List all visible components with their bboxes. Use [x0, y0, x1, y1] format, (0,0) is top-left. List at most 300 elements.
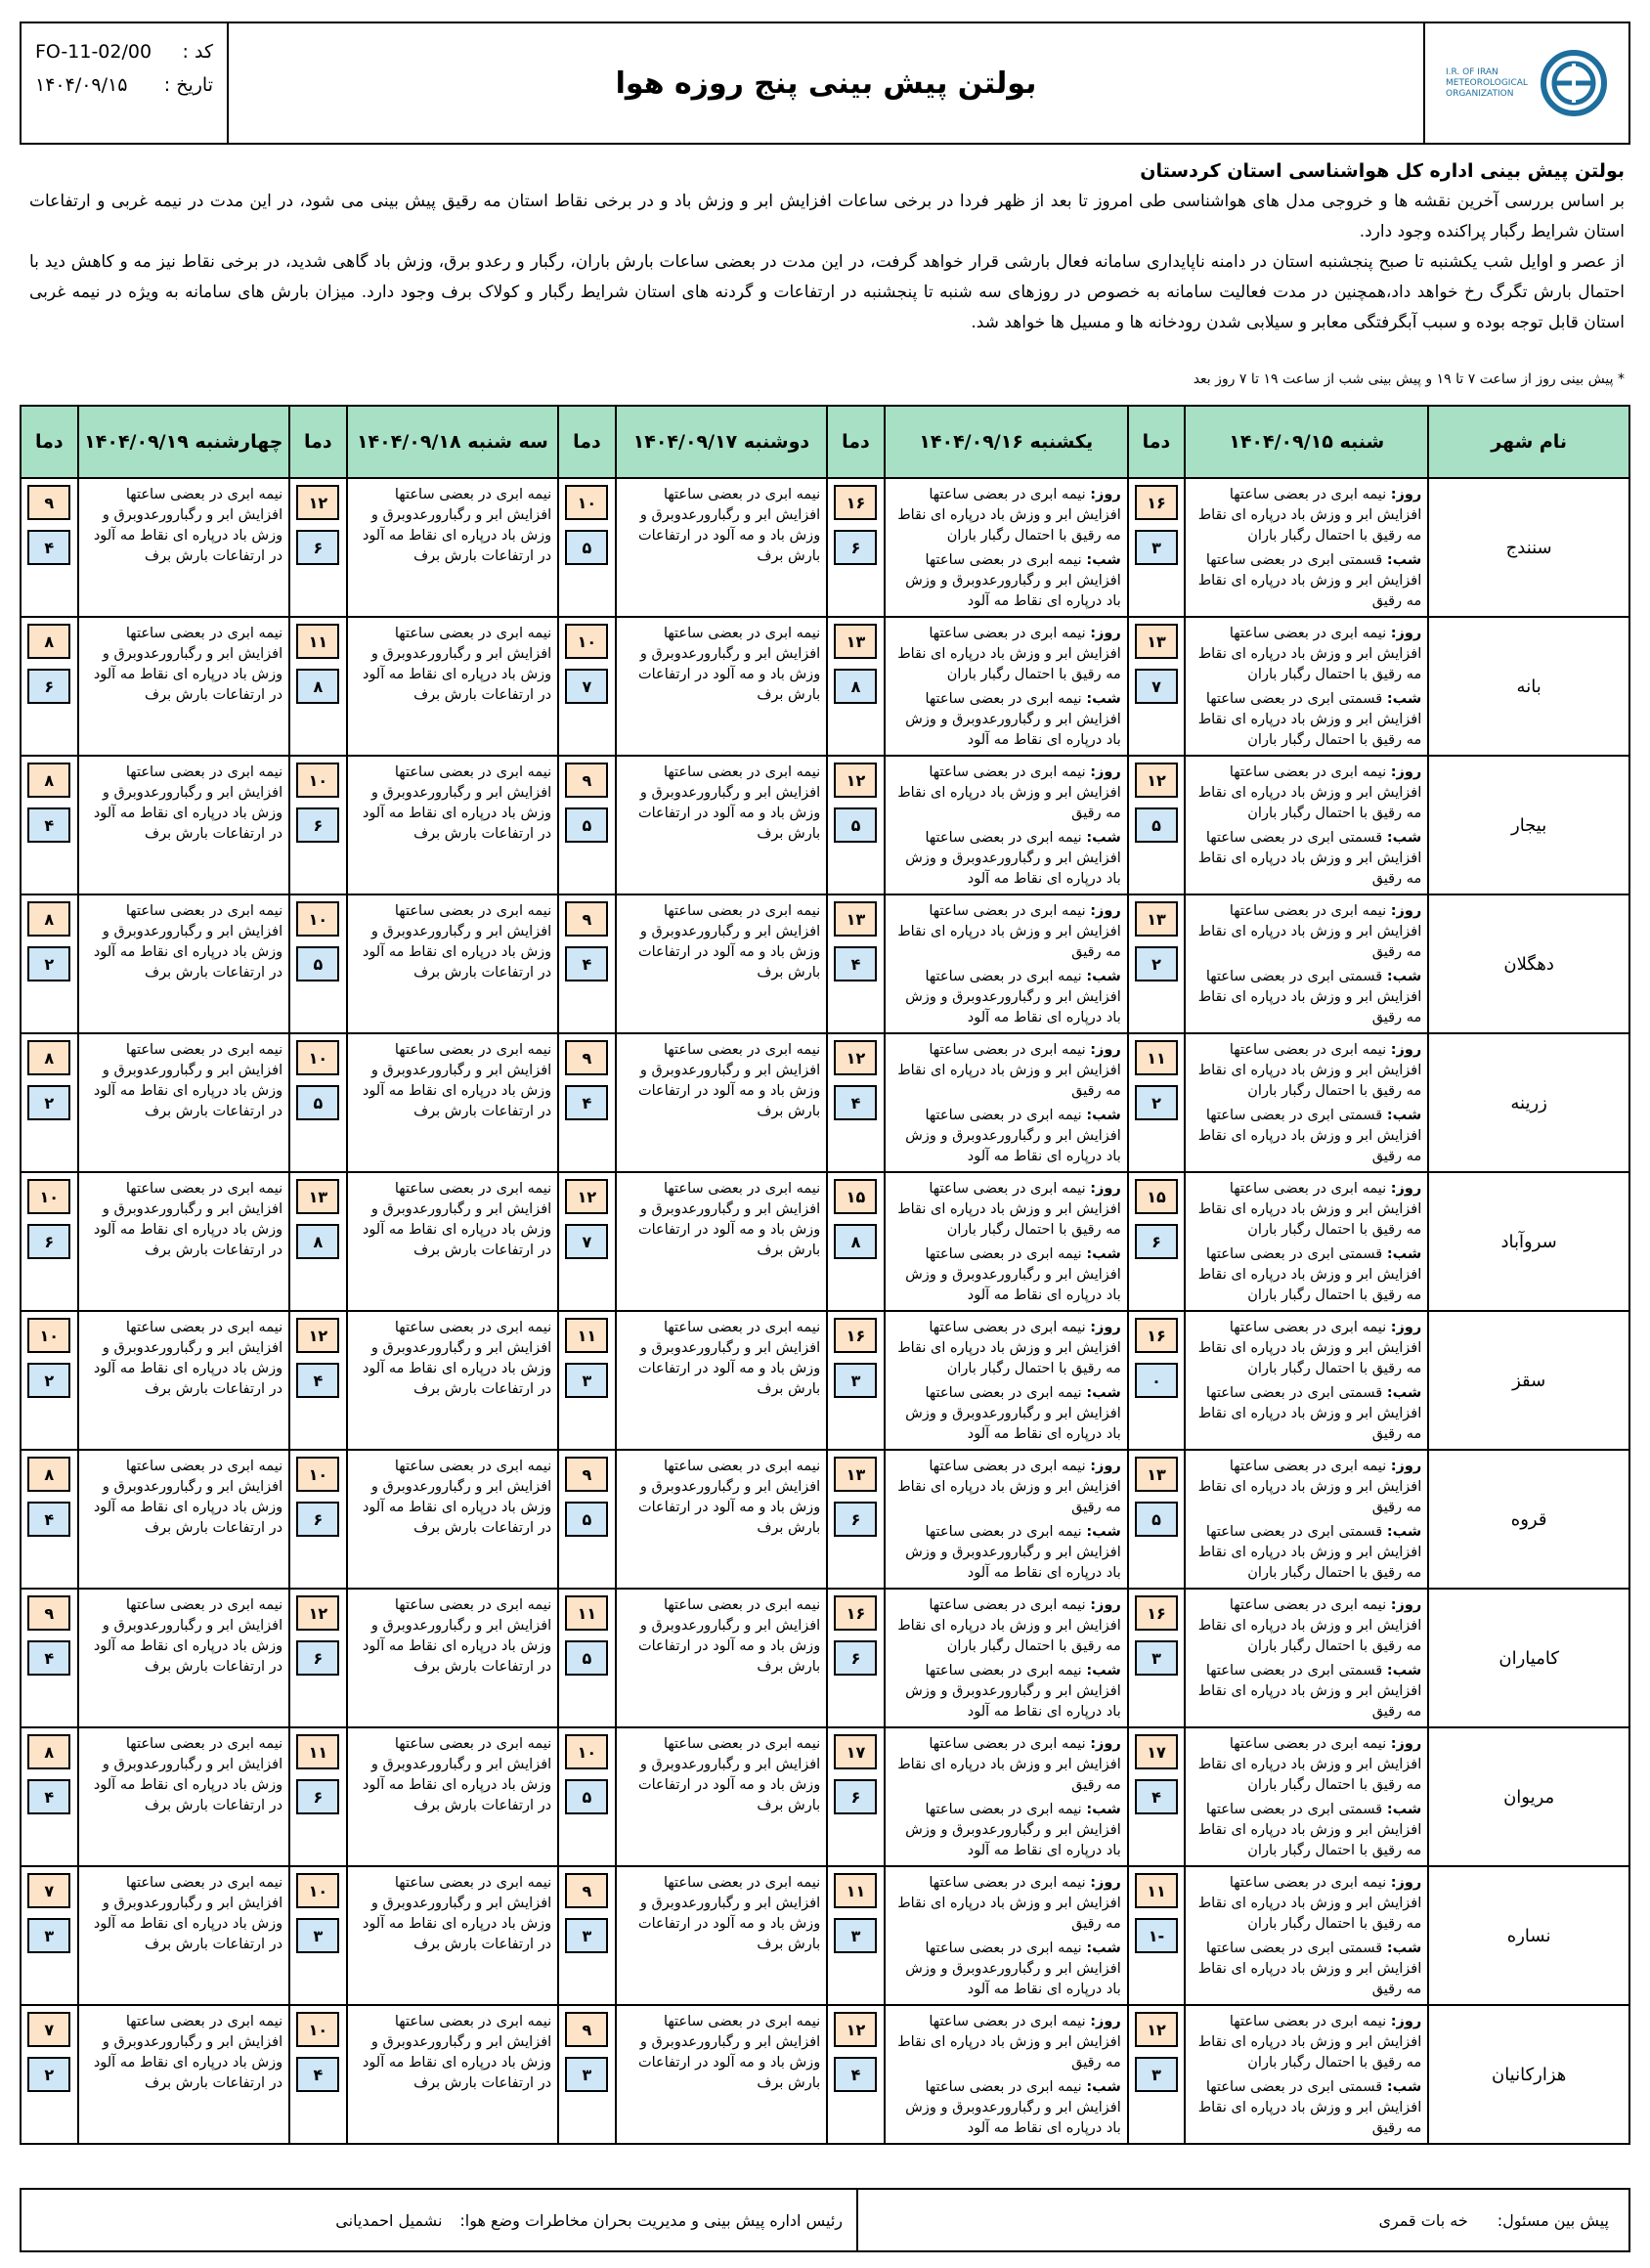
day-forecast-text: نیمه ابری در بعضی ساعتها افزایش ابر و وزش باد درپاره ای نقاط مه رقیق [897, 1875, 1121, 1932]
temperature-cell [827, 756, 884, 894]
day-label: روز: [1390, 1736, 1422, 1752]
day-forecast-text: نیمه ابری در بعضی ساعتها افزایش ابر و وزش باد درپاره ای نقاط مه رقیق با احتمال رگبار باران [1197, 764, 1422, 821]
night-label: شب: [1086, 1385, 1121, 1401]
min-temp-badge: ۷ [1135, 669, 1178, 704]
city-name: بیجار [1428, 756, 1629, 894]
max-temp-badge: ۱۰ [27, 1179, 70, 1214]
head-cell [22, 2190, 856, 2250]
temperature-cell [827, 2005, 884, 2144]
min-temp-badge: ۵ [565, 1640, 608, 1676]
table-row [21, 478, 1629, 617]
night-forecast-text: قسمتی ابری در بعضی ساعتها افزایش ابر و وزش باد درپاره ای نقاط مه رقیق [1197, 969, 1422, 1025]
temperature-cell [558, 1727, 615, 1866]
forecast-text-day-4 [347, 478, 559, 617]
temp-header: دما [827, 406, 884, 478]
temperature-cell [1128, 894, 1185, 1033]
head-label: رئیس اداره پیش بینی و مدیریت بحران مخاطرات وضع هوا: [459, 2210, 843, 2230]
day-forecast [891, 485, 1121, 546]
forecast-text-day-2 [885, 478, 1128, 617]
city-name: زرینه [1428, 1033, 1629, 1172]
day-forecast [1192, 763, 1421, 824]
temperature-cell [1128, 2005, 1185, 2144]
max-temp-badge: ۱۳ [296, 1179, 339, 1214]
night-forecast-text: قسمتی ابری در بعضی ساعتها افزایش ابر و وزش باد درپاره ای نقاط مه رقیق [1197, 830, 1422, 887]
max-temp-badge: ۱۵ [1135, 1179, 1178, 1214]
night-label: شب: [1386, 1246, 1422, 1262]
forecast-text-day-4 [347, 756, 559, 894]
day-forecast [1192, 624, 1421, 685]
max-temp-badge: ۱۱ [296, 624, 339, 659]
forecast-text-day-1 [1185, 2005, 1428, 2144]
forecast-time-note: * پیش بینی روز از ساعت ۷ تا ۱۹ و پیش بینی شب از ساعت ۱۹ تا ۷ روز بعد [1193, 371, 1625, 387]
min-temp-badge: ۴ [296, 1363, 339, 1398]
max-temp-badge: ۹ [565, 2012, 608, 2047]
min-temp-badge: ۶ [296, 530, 339, 565]
day-forecast-text: نیمه ابری در بعضی ساعتها افزایش ابر و وزش باد درپاره ای نقاط مه رقیق با احتمال رگبار باران [897, 1181, 1121, 1238]
day-forecast [1192, 1873, 1421, 1935]
forecast-text-day-4 [347, 1450, 559, 1589]
temperature-cell [558, 1311, 615, 1450]
bulletin-title: بولتن پیش بینی پنج روزه هوا [615, 65, 1037, 101]
date-value: ۱۴۰۴/۰۹/۱۵ [35, 74, 128, 96]
forecast-text: نیمه ابری در بعضی ساعتها افزایش ابر و رگبارورعدوبرق و وزش باد و مه آلود در ارتفاعات بارش برف [637, 1181, 821, 1258]
footer-box [20, 2188, 1630, 2252]
day-header-2: یکشنبه ۱۴۰۴/۰۹/۱۶ [885, 406, 1128, 478]
temperature-cell [558, 1589, 615, 1727]
min-temp-badge: ۴ [27, 1502, 70, 1537]
forecast-text-day-4 [347, 1311, 559, 1450]
night-forecast-text: نیمه ابری در بعضی ساعتها افزایش ابر و رگبارورعدوبرق و وزش باد درپاره ای نقاط مه آلود [905, 552, 1121, 609]
forecast-text-day-3 [616, 617, 828, 756]
day-label: روز: [1090, 1597, 1121, 1613]
forecast-text-day-5 [78, 756, 290, 894]
max-temp-badge: ۸ [27, 624, 70, 659]
day-forecast-text: نیمه ابری در بعضی ساعتها افزایش ابر و وزش باد درپاره ای نقاط مه رقیق با احتمال رگبار باران [1197, 626, 1422, 682]
day-forecast-text: نیمه ابری در بعضی ساعتها افزایش ابر و وزش باد درپاره ای نقاط مه رقیق با احتمال رگبار باران [897, 487, 1121, 544]
min-temp-badge: ۰ [1135, 1363, 1178, 1398]
max-temp-badge: ۹ [565, 763, 608, 798]
forecast-text-day-2 [885, 617, 1128, 756]
day-forecast-text: نیمه ابری در بعضی ساعتها افزایش ابر و وزش باد درپاره ای نقاط مه رقیق [897, 2014, 1121, 2071]
code-label: کد : [182, 41, 213, 63]
max-temp-badge: ۱۲ [834, 763, 877, 798]
temperature-cell [1128, 1450, 1185, 1589]
forecast-text: نیمه ابری در بعضی ساعتها افزایش ابر و رگبارورعدوبرق و وزش باد و مه آلود در ارتفاعات بارش برف [637, 487, 821, 564]
max-temp-badge: ۸ [27, 901, 70, 937]
forecast-text-day-1 [1185, 894, 1428, 1033]
forecast-text-day-1 [1185, 1727, 1428, 1866]
temperature-cell [289, 1172, 346, 1311]
min-temp-badge: ۶ [834, 1779, 877, 1814]
forecast-text-day-3 [616, 1311, 828, 1450]
night-forecast-text: نیمه ابری در بعضی ساعتها افزایش ابر و رگبارورعدوبرق و وزش باد درپاره ای نقاط مه آلود [905, 830, 1121, 887]
intro-paragraph-2: از عصر و اوایل شب یکشنبه تا صبح پنجشنبه استان در دامنه ناپایداری سامانه فعال بارشی قرار خواهد گرفت، در این مدت در بعضی ساعات بارش باران، رگبار و رعدو برق، وزش باد گاهی شدید، در برخی نقاط نیز مه و کاهش دید با احتمال بارش تگرگ رخ خواهد داد،همچنین در مدت فعالیت سامانه به خصوص در روزهای سه شنبه تا پنجشنبه در ارتفاعات و گردنه های استان شرایط رگبار و کولاک برف وجود دارد. میزان بارش های سامانه به ویژه در نیمه غربی استان قابل توجه بوده و سبب آبگرفتگی معابر و سیلابی شدن رودخانه ها و مسیل ها خواهد شد. [29, 252, 1625, 332]
night-label: شب: [1386, 1524, 1422, 1540]
day-forecast [1192, 1040, 1421, 1102]
forecast-text-day-1 [1185, 1311, 1428, 1450]
min-temp-badge: ۳ [565, 1918, 608, 1953]
night-forecast-text: نیمه ابری در بعضی ساعتها افزایش ابر و رگبارورعدوبرق و وزش باد درپاره ای نقاط مه آلود [905, 1108, 1121, 1164]
max-temp-badge: ۱۱ [565, 1595, 608, 1631]
day-label: روز: [1390, 903, 1422, 919]
night-forecast [1192, 1661, 1421, 1723]
temperature-cell [21, 1172, 78, 1311]
forecast-text: نیمه ابری در بعضی ساعتها افزایش ابر و رگبارورعدوبرق و وزش باد درپاره ای نقاط مه آلود در ارتفاعات بارش برف [93, 1597, 283, 1675]
max-temp-badge: ۸ [27, 1040, 70, 1075]
forecast-text-day-2 [885, 1450, 1128, 1589]
max-temp-badge: ۱۵ [834, 1179, 877, 1214]
temperature-cell [1128, 1727, 1185, 1866]
night-label: شب: [1386, 552, 1422, 568]
forecast-text-day-3 [616, 2005, 828, 2144]
temperature-cell [558, 1172, 615, 1311]
day-forecast-text: نیمه ابری در بعضی ساعتها افزایش ابر و وزش باد درپاره ای نقاط مه رقیق با احتمال رگبار باران [897, 626, 1121, 682]
temperature-cell [21, 1727, 78, 1866]
day-forecast [891, 901, 1121, 963]
city-name: سنندج [1428, 478, 1629, 617]
forecast-text-day-5 [78, 1033, 290, 1172]
day-forecast-text: نیمه ابری در بعضی ساعتها افزایش ابر و وزش باد درپاره ای نقاط مه رقیق با احتمال رگبار باران [1197, 487, 1422, 544]
temperature-cell [558, 1450, 615, 1589]
temperature-cell [289, 1589, 346, 1727]
min-temp-badge: ۶ [834, 530, 877, 565]
forecast-text-day-1 [1185, 478, 1428, 617]
day-forecast [891, 1040, 1121, 1102]
forecaster-label: پیش بین مسئول: [1497, 2210, 1609, 2230]
max-temp-badge: ۱۰ [565, 1734, 608, 1769]
temperature-cell [289, 617, 346, 756]
night-label: شب: [1386, 1108, 1422, 1123]
night-label: شب: [1086, 691, 1121, 707]
min-temp-badge: ۸ [834, 1224, 877, 1259]
max-temp-badge: ۸ [27, 1734, 70, 1769]
day-label: روز: [1090, 2014, 1121, 2029]
min-temp-badge: ۵ [1135, 807, 1178, 843]
forecast-text-day-4 [347, 1727, 559, 1866]
table-row [21, 1589, 1629, 1727]
temp-header: دما [289, 406, 346, 478]
night-forecast-text: قسمتی ابری در بعضی ساعتها افزایش ابر و وزش باد درپاره ای نقاط مه رقیق با احتمال رگبار باران [1197, 691, 1422, 748]
forecast-text-day-3 [616, 478, 828, 617]
forecast-text: نیمه ابری در بعضی ساعتها افزایش ابر و رگبارورعدوبرق و وزش باد درپاره ای نقاط مه آلود در ارتفاعات بارش برف [93, 1875, 283, 1952]
temperature-cell [1128, 617, 1185, 756]
night-forecast [1192, 1106, 1421, 1167]
day-forecast-text: نیمه ابری در بعضی ساعتها افزایش ابر و وزش باد درپاره ای نقاط مه رقیق با احتمال رگبار باران [897, 1320, 1121, 1376]
min-temp-badge: ۶ [834, 1502, 877, 1537]
temperature-cell [21, 617, 78, 756]
temperature-cell [827, 1450, 884, 1589]
max-temp-badge: ۱۰ [27, 1318, 70, 1353]
day-forecast [891, 1179, 1121, 1241]
min-temp-badge: ۲ [27, 2057, 70, 2092]
min-temp-badge: ۶ [1135, 1224, 1178, 1259]
forecast-text-day-3 [616, 1727, 828, 1866]
min-temp-badge: ۶ [296, 1779, 339, 1814]
city-name: سروآباد [1428, 1172, 1629, 1311]
temp-header: دما [558, 406, 615, 478]
forecast-text-day-4 [347, 617, 559, 756]
city-header: نام شهر [1428, 406, 1629, 478]
day-forecast-text: نیمه ابری در بعضی ساعتها افزایش ابر و وزش باد درپاره ای نقاط مه رقیق با احتمال رگبار باران [1197, 1320, 1422, 1376]
temperature-cell [558, 756, 615, 894]
min-temp-badge: ۶ [296, 1502, 339, 1537]
night-forecast-text: قسمتی ابری در بعضی ساعتها افزایش ابر و وزش باد درپاره ای نقاط مه رقیق [1197, 2079, 1422, 2136]
max-temp-badge: ۱۰ [296, 1457, 339, 1492]
night-forecast-text: نیمه ابری در بعضی ساعتها افزایش ابر و رگبارورعدوبرق و وزش باد درپاره ای نقاط مه آلود [905, 1941, 1121, 1997]
night-forecast [1192, 1939, 1421, 2000]
city-name: هزارکانیان [1428, 2005, 1629, 2144]
night-forecast-text: نیمه ابری در بعضی ساعتها افزایش ابر و رگبارورعدوبرق و وزش باد درپاره ای نقاط مه آلود [905, 1802, 1121, 1858]
max-temp-badge: ۱۱ [565, 1318, 608, 1353]
forecast-text: نیمه ابری در بعضی ساعتها افزایش ابر و رگبارورعدوبرق و وزش باد درپاره ای نقاط مه آلود در ارتفاعات بارش برف [93, 487, 283, 564]
temperature-cell [21, 1311, 78, 1450]
max-temp-badge: ۱۶ [834, 485, 877, 520]
max-temp-badge: ۱۰ [296, 763, 339, 798]
temperature-cell [827, 894, 884, 1033]
night-label: شب: [1086, 1941, 1121, 1956]
day-forecast [891, 2012, 1121, 2073]
max-temp-badge: ۸ [27, 1457, 70, 1492]
forecast-text-day-1 [1185, 1033, 1428, 1172]
min-temp-badge: ۲ [27, 1363, 70, 1398]
day-forecast [891, 1318, 1121, 1379]
forecast-text-day-1 [1185, 1450, 1428, 1589]
forecast-text-day-5 [78, 478, 290, 617]
forecast-text-day-2 [885, 894, 1128, 1033]
day-label: روز: [1390, 487, 1422, 502]
max-temp-badge: ۱۲ [834, 2012, 877, 2047]
day-label: روز: [1090, 626, 1121, 641]
temperature-cell [558, 617, 615, 756]
doc-meta [22, 23, 229, 143]
forecast-text: نیمه ابری در بعضی ساعتها افزایش ابر و رگبارورعدوبرق و وزش باد و مه آلود در ارتفاعات بارش برف [637, 2014, 821, 2091]
day-forecast [1192, 1179, 1421, 1241]
min-temp-badge: ۴ [565, 946, 608, 981]
day-forecast-text: نیمه ابری در بعضی ساعتها افزایش ابر و وزش باد درپاره ای نقاط مه رقیق با احتمال رگبار باران [1197, 2014, 1422, 2071]
min-temp-badge: ۳ [1135, 1640, 1178, 1676]
night-forecast [891, 967, 1121, 1028]
night-label: شب: [1386, 969, 1422, 984]
temperature-cell [289, 1727, 346, 1866]
min-temp-badge: ۵ [1135, 1502, 1178, 1537]
night-label: شب: [1086, 1524, 1121, 1540]
day-forecast-text: نیمه ابری در بعضی ساعتها افزایش ابر و وزش باد درپاره ای نقاط مه رقیق [897, 903, 1121, 960]
meteorological-organization-logo-icon [1540, 49, 1608, 117]
min-temp-badge: -۱ [1135, 1918, 1178, 1953]
night-forecast-text: قسمتی ابری در بعضی ساعتها افزایش ابر و وزش باد درپاره ای نقاط مه رقیق [1197, 552, 1422, 609]
table-row [21, 1172, 1629, 1311]
min-temp-badge: ۴ [27, 807, 70, 843]
max-temp-badge: ۹ [565, 901, 608, 937]
forecast-text-day-5 [78, 2005, 290, 2144]
day-forecast [891, 1873, 1121, 1935]
table-row [21, 1727, 1629, 1866]
night-forecast-text: قسمتی ابری در بعضی ساعتها افزایش ابر و وزش باد درپاره ای نقاط مه رقیق [1197, 1108, 1422, 1164]
night-label: شب: [1386, 2079, 1422, 2095]
min-temp-badge: ۶ [834, 1640, 877, 1676]
forecast-text: نیمه ابری در بعضی ساعتها افزایش ابر و رگبارورعدوبرق و وزش باد درپاره ای نقاط مه آلود در ارتفاعات بارش برف [362, 1181, 552, 1258]
night-forecast-text: قسمتی ابری در بعضی ساعتها افزایش ابر و وزش باد درپاره ای نقاط مه رقیق [1197, 1385, 1422, 1442]
day-label: روز: [1390, 1875, 1422, 1891]
min-temp-badge: ۴ [27, 530, 70, 565]
temp-header: دما [21, 406, 78, 478]
forecast-text: نیمه ابری در بعضی ساعتها افزایش ابر و رگبارورعدوبرق و وزش باد و مه آلود در ارتفاعات بارش برف [637, 1320, 821, 1397]
day-label: روز: [1090, 1736, 1121, 1752]
forecast-text-day-5 [78, 1172, 290, 1311]
night-forecast-text: نیمه ابری در بعضی ساعتها افزایش ابر و رگبارورعدوبرق و وزش باد درپاره ای نقاط مه آلود [905, 1663, 1121, 1720]
day-forecast-text: نیمه ابری در بعضی ساعتها افزایش ابر و وزش باد درپاره ای نقاط مه رقیق با احتمال رگبار باران [1197, 1875, 1422, 1932]
forecast-text: نیمه ابری در بعضی ساعتها افزایش ابر و رگبارورعدوبرق و وزش باد و مه آلود در ارتفاعات بارش برف [637, 1736, 821, 1813]
max-temp-badge: ۱۲ [296, 1595, 339, 1631]
forecast-text: نیمه ابری در بعضی ساعتها افزایش ابر و رگبارورعدوبرق و وزش باد درپاره ای نقاط مه آلود در ارتفاعات بارش برف [362, 1875, 552, 1952]
forecast-text: نیمه ابری در بعضی ساعتها افزایش ابر و رگبارورعدوبرق و وزش باد درپاره ای نقاط مه آلود در ارتفاعات بارش برف [362, 1459, 552, 1536]
max-temp-badge: ۱۶ [1135, 1318, 1178, 1353]
day-forecast-text: نیمه ابری در بعضی ساعتها افزایش ابر و وزش باد درپاره ای نقاط مه رقیق [897, 764, 1121, 821]
temperature-cell [827, 1172, 884, 1311]
forecast-text-day-5 [78, 1450, 290, 1589]
night-forecast-text: نیمه ابری در بعضی ساعتها افزایش ابر و رگبارورعدوبرق و وزش باد درپاره ای نقاط مه آلود [905, 1246, 1121, 1303]
max-temp-badge: ۱۲ [296, 1318, 339, 1353]
temperature-cell [558, 478, 615, 617]
night-forecast [891, 1244, 1121, 1306]
table-header-row [21, 406, 1629, 478]
code-value: FO-11-02/00 [35, 41, 152, 63]
max-temp-badge: ۹ [565, 1457, 608, 1492]
temperature-cell [1128, 478, 1185, 617]
night-forecast [891, 2077, 1121, 2139]
temperature-cell [558, 1033, 615, 1172]
day-label: روز: [1090, 1181, 1121, 1197]
max-temp-badge: ۱۶ [834, 1595, 877, 1631]
forecast-text: نیمه ابری در بعضی ساعتها افزایش ابر و رگبارورعدوبرق و وزش باد و مه آلود در ارتفاعات بارش برف [637, 1042, 821, 1119]
night-forecast [891, 1661, 1121, 1723]
max-temp-badge: ۸ [27, 763, 70, 798]
day-forecast-text: نیمه ابری در بعضی ساعتها افزایش ابر و وزش باد درپاره ای نقاط مه رقیق [897, 1459, 1121, 1515]
min-temp-badge: ۶ [296, 1640, 339, 1676]
day-forecast [891, 1595, 1121, 1657]
day-label: روز: [1090, 764, 1121, 780]
forecast-text-day-3 [616, 1033, 828, 1172]
forecast-text-day-2 [885, 2005, 1128, 2144]
min-temp-badge: ۸ [296, 669, 339, 704]
max-temp-badge: ۱۰ [565, 624, 608, 659]
max-temp-badge: ۱۳ [834, 1457, 877, 1492]
max-temp-badge: ۱۱ [1135, 1873, 1178, 1908]
day-header-4: سه شنبه ۱۴۰۴/۰۹/۱۸ [347, 406, 559, 478]
city-name: کامیاران [1428, 1589, 1629, 1727]
night-label: شب: [1386, 830, 1422, 846]
night-label: شب: [1086, 830, 1121, 846]
city-name: قروه [1428, 1450, 1629, 1589]
table-row [21, 1033, 1629, 1172]
forecast-text-day-1 [1185, 617, 1428, 756]
day-label: روز: [1090, 1320, 1121, 1335]
temperature-cell [1128, 1589, 1185, 1727]
city-name: نساره [1428, 1866, 1629, 2005]
temperature-cell [1128, 1311, 1185, 1450]
forecast-text-day-4 [347, 894, 559, 1033]
forecast-text-day-1 [1185, 1866, 1428, 2005]
min-temp-badge: ۵ [565, 807, 608, 843]
table-row [21, 1450, 1629, 1589]
min-temp-badge: ۳ [565, 1363, 608, 1398]
min-temp-badge: ۴ [834, 946, 877, 981]
day-forecast [891, 1457, 1121, 1518]
night-forecast [891, 550, 1121, 612]
max-temp-badge: ۹ [565, 1873, 608, 1908]
day-forecast [1192, 901, 1421, 963]
head-name: نشمیل احمدیانی [335, 2210, 443, 2230]
max-temp-badge: ۱۱ [296, 1734, 339, 1769]
night-forecast-text: قسمتی ابری در بعضی ساعتها افزایش ابر و وزش باد درپاره ای نقاط مه رقیق با احتمال رگبار باران [1197, 1524, 1422, 1581]
forecast-text-day-4 [347, 2005, 559, 2144]
temperature-cell [21, 2005, 78, 2144]
forecast-text-day-4 [347, 1589, 559, 1727]
min-temp-badge: ۴ [834, 2057, 877, 2092]
min-temp-badge: ۲ [27, 946, 70, 981]
min-temp-badge: ۴ [27, 1779, 70, 1814]
forecast-text-day-5 [78, 1866, 290, 2005]
min-temp-badge: ۴ [565, 1085, 608, 1120]
max-temp-badge: ۱۳ [1135, 1457, 1178, 1492]
min-temp-badge: ۳ [296, 1918, 339, 1953]
temperature-cell [21, 478, 78, 617]
temperature-cell [289, 1033, 346, 1172]
min-temp-badge: ۷ [565, 1224, 608, 1259]
min-temp-badge: ۵ [565, 530, 608, 565]
night-label: شب: [1386, 691, 1422, 707]
forecast-text: نیمه ابری در بعضی ساعتها افزایش ابر و رگبارورعدوبرق و وزش باد درپاره ای نقاط مه آلود در ارتفاعات بارش برف [93, 1042, 283, 1119]
forecast-table [20, 405, 1630, 2145]
day-label: روز: [1390, 1597, 1422, 1613]
header-box [20, 22, 1630, 145]
max-temp-badge: ۷ [27, 2012, 70, 2047]
forecast-text-day-4 [347, 1033, 559, 1172]
temperature-cell [827, 478, 884, 617]
max-temp-badge: ۱۰ [296, 1873, 339, 1908]
day-label: روز: [1090, 1459, 1121, 1474]
min-temp-badge: ۲ [1135, 1085, 1178, 1120]
night-forecast [1192, 1383, 1421, 1445]
forecast-text: نیمه ابری در بعضی ساعتها افزایش ابر و رگبارورعدوبرق و وزش باد درپاره ای نقاط مه آلود در ارتفاعات بارش برف [362, 1042, 552, 1119]
intro-title: بولتن پیش بینی اداره کل هواشناسی استان کردستان [1140, 160, 1625, 182]
forecast-text-day-2 [885, 1033, 1128, 1172]
min-temp-badge: ۴ [1135, 1779, 1178, 1814]
forecast-text: نیمه ابری در بعضی ساعتها افزایش ابر و رگبارورعدوبرق و وزش باد درپاره ای نقاط مه آلود در ارتفاعات بارش برف [362, 1320, 552, 1397]
max-temp-badge: ۱۱ [1135, 1040, 1178, 1075]
day-forecast-text: نیمه ابری در بعضی ساعتها افزایش ابر و وزش باد درپاره ای نقاط مه رقیق [1197, 1459, 1422, 1515]
night-forecast-text: نیمه ابری در بعضی ساعتها افزایش ابر و رگبارورعدوبرق و وزش باد درپاره ای نقاط مه آلود [905, 691, 1121, 748]
temperature-cell [21, 756, 78, 894]
temperature-cell [1128, 1866, 1185, 2005]
table-row [21, 756, 1629, 894]
max-temp-badge: ۱۲ [565, 1179, 608, 1214]
day-forecast-text: نیمه ابری در بعضی ساعتها افزایش ابر و وزش باد درپاره ای نقاط مه رقیق با احتمال رگبار باران [1197, 1736, 1422, 1793]
temp-header: دما [1128, 406, 1185, 478]
max-temp-badge: ۷ [27, 1873, 70, 1908]
min-temp-badge: ۳ [27, 1918, 70, 1953]
intro-section [29, 156, 1625, 338]
temperature-cell [21, 1450, 78, 1589]
temperature-cell [21, 894, 78, 1033]
max-temp-badge: ۱۰ [565, 485, 608, 520]
forecast-text: نیمه ابری در بعضی ساعتها افزایش ابر و رگبارورعدوبرق و وزش باد و مه آلود در ارتفاعات بارش برف [637, 1875, 821, 1952]
day-header-5: چهارشنبه ۱۴۰۴/۰۹/۱۹ [78, 406, 290, 478]
night-forecast [891, 1800, 1121, 1861]
min-temp-badge: ۶ [27, 1224, 70, 1259]
forecast-text-day-1 [1185, 1172, 1428, 1311]
night-forecast [1192, 1244, 1421, 1306]
